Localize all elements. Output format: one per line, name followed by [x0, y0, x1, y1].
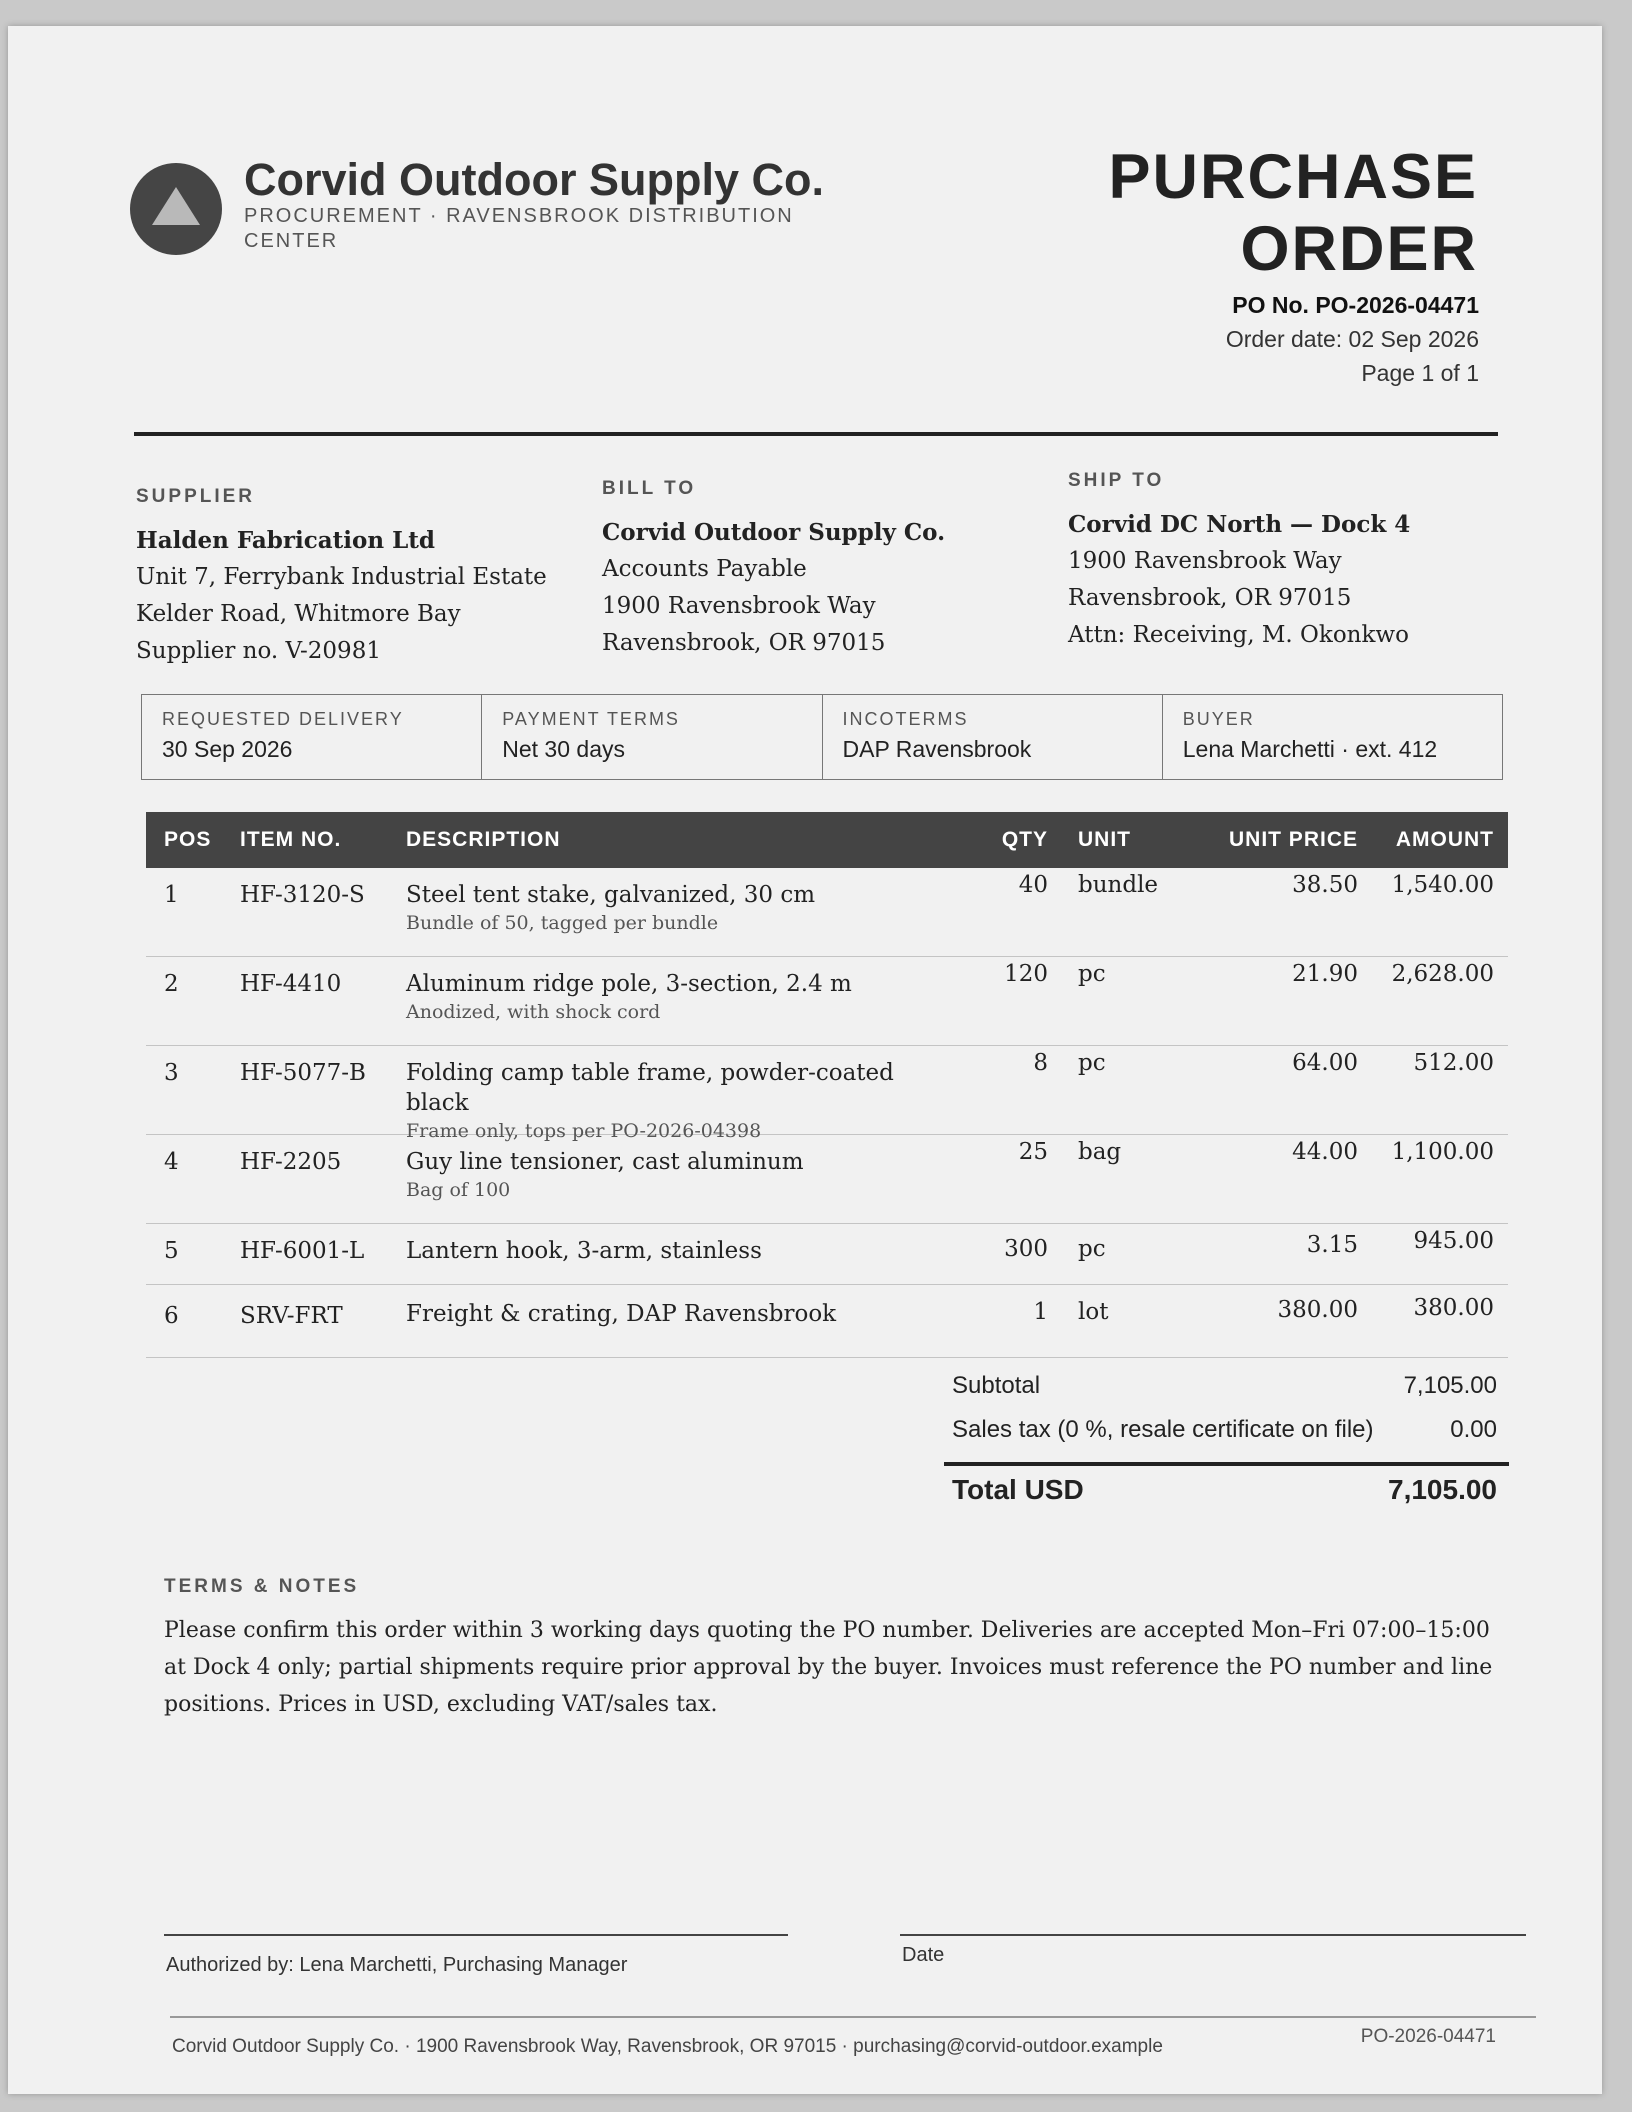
table-row: [146, 1224, 1508, 1285]
total-value: 7,105.00: [1388, 1474, 1497, 1505]
footer-po-number: PO-2026-04471: [1360, 2026, 1496, 2047]
row-pos: 5: [164, 1238, 179, 1264]
ship-to-attn: Attn: Receiving, M. Okonkwo: [1068, 622, 1409, 648]
company-logo: [130, 163, 222, 255]
purchase-order-page: [8, 26, 1602, 2094]
date-label: Date: [902, 1944, 945, 1966]
subtotal-row: [944, 1364, 1509, 1408]
tax-row: [944, 1408, 1509, 1452]
ship-to-street: 1900 Ravensbrook Way: [1068, 548, 1342, 574]
supplier-number: Supplier no. V-20981: [136, 638, 381, 664]
supplier-block: [136, 486, 566, 670]
row-item-no: HF-3120-S: [240, 882, 365, 908]
row-unit-price: 3.15: [1306, 1232, 1358, 1258]
row-qty: 8: [1033, 1050, 1048, 1076]
row-qty: 300: [1004, 1236, 1048, 1262]
info-value: Lena Marchetti · ext. 412: [1182, 736, 1438, 762]
row-amount: 1,100.00: [1391, 1139, 1494, 1165]
table-row: [146, 1285, 1508, 1358]
table-row: [146, 957, 1508, 1046]
row-item-no: HF-6001-L: [240, 1238, 365, 1264]
info-value: DAP Ravensbrook: [842, 736, 1032, 762]
row-qty: 40: [1018, 872, 1048, 898]
subtotal-label: Subtotal: [952, 1372, 1041, 1399]
row-description: [398, 1285, 958, 1329]
row-description: [398, 1135, 958, 1203]
order-info-row: [141, 694, 1503, 780]
total-label: Total USD: [952, 1474, 1084, 1505]
header-divider: [134, 432, 1498, 436]
row-description: [398, 868, 958, 936]
document-title-line2: ORDER: [1240, 214, 1478, 284]
row-item-no: HF-5077-B: [240, 1060, 366, 1086]
row-pos: 2: [164, 971, 179, 997]
bill-to-name: Corvid Outdoor Supply Co.: [602, 519, 946, 546]
supplier-label: SUPPLIER: [136, 486, 256, 507]
triangle-icon: [130, 163, 222, 255]
row-unit-price: 380.00: [1277, 1297, 1358, 1323]
bill-to-dept: Accounts Payable: [602, 556, 807, 582]
row-item-no: HF-2205: [240, 1149, 342, 1175]
info-label: REQUESTED DELIVERY: [162, 709, 404, 729]
row-description-main: Folding camp table frame, powder-coated black: [406, 1060, 894, 1116]
row-description-main: Guy line tensioner, cast aluminum: [406, 1149, 804, 1175]
signature-line: [164, 1934, 788, 1936]
row-description-sub: Bundle of 50, tagged per bundle: [406, 912, 719, 934]
row-amount: 1,540.00: [1391, 872, 1494, 898]
table-row: [146, 1135, 1508, 1224]
order-date: Order date: 02 Sep 2026: [1225, 326, 1479, 352]
row-qty: 1: [1033, 1299, 1048, 1325]
row-unit-price: 38.50: [1292, 872, 1358, 898]
totals-divider: [944, 1462, 1509, 1466]
supplier-address-2: Kelder Road, Whitmore Bay: [136, 601, 461, 627]
header-pos: POS: [164, 828, 212, 851]
info-label: INCOTERMS: [842, 709, 969, 729]
footer-address: Corvid Outdoor Supply Co. · 1900 Ravensbrook Way, Ravensbrook, OR 97015 · purchasing@corvid-outdoor.example: [172, 2036, 1163, 2057]
terms-notes: [164, 1576, 1494, 1723]
tax-label: Sales tax (0 %, resale certificate on file): [952, 1416, 1374, 1443]
info-incoterms: [823, 695, 1163, 779]
document-title-line1: PURCHASE: [1108, 142, 1478, 212]
page-number: Page 1 of 1: [1361, 360, 1479, 386]
row-pos: 1: [164, 882, 179, 908]
row-description-main: Freight & crating, DAP Ravensbrook: [406, 1301, 837, 1327]
po-number: PO No. PO-2026-04471: [1232, 292, 1479, 318]
row-item-no: SRV-FRT: [240, 1303, 343, 1329]
po-meta: [979, 288, 1479, 390]
notes-label: TERMS & NOTES: [164, 1576, 360, 1597]
row-amount: 380.00: [1413, 1295, 1494, 1321]
info-label: BUYER: [1182, 709, 1255, 729]
row-pos: 4: [164, 1149, 179, 1175]
row-unit: lot: [1078, 1299, 1109, 1325]
line-items-table: [146, 812, 1508, 1358]
table-header: [146, 812, 1508, 868]
row-description-main: Aluminum ridge pole, 3-section, 2.4 m: [406, 971, 852, 997]
row-description-sub: Bag of 100: [406, 1179, 511, 1201]
row-unit-price: 44.00: [1292, 1139, 1358, 1165]
row-unit: pc: [1078, 1050, 1106, 1076]
authorized-by: Authorized by: Lena Marchetti, Purchasing Manager: [166, 1954, 628, 1976]
bill-to-street: 1900 Ravensbrook Way: [602, 593, 876, 619]
row-description: [398, 1046, 958, 1144]
row-item-no: HF-4410: [240, 971, 342, 997]
row-qty: 120: [1004, 961, 1048, 987]
document-title: [978, 141, 1478, 285]
header-item: ITEM NO.: [240, 828, 342, 851]
totals-block: [944, 1364, 1509, 1506]
bill-to-block: [602, 478, 1032, 662]
date-line: [900, 1934, 1526, 1936]
info-requested-delivery: [142, 695, 482, 779]
bill-to-label: BILL TO: [602, 478, 697, 499]
info-value: Net 30 days: [502, 736, 625, 762]
row-unit: bag: [1078, 1139, 1122, 1165]
header-qty: QTY: [1001, 828, 1048, 851]
info-buyer: [1163, 695, 1502, 779]
row-amount: 512.00: [1413, 1050, 1494, 1076]
row-unit: bundle: [1078, 872, 1159, 898]
row-description-main: Steel tent stake, galvanized, 30 cm: [406, 882, 816, 908]
ship-to-label: SHIP TO: [1068, 470, 1165, 491]
row-unit-price: 21.90: [1292, 961, 1358, 987]
row-description-main: Lantern hook, 3-arm, stainless: [406, 1238, 762, 1264]
info-label: PAYMENT TERMS: [502, 709, 680, 729]
row-description: [398, 957, 958, 1025]
info-payment-terms: [482, 695, 822, 779]
table-row: [146, 868, 1508, 957]
row-unit-price: 64.00: [1292, 1050, 1358, 1076]
info-value: 30 Sep 2026: [162, 736, 293, 762]
company-subtitle: PROCUREMENT · RAVENSBROOK DISTRIBUTION CENTER: [244, 205, 794, 252]
row-unit: pc: [1078, 1236, 1106, 1262]
ship-to-name: Corvid DC North — Dock 4: [1068, 511, 1411, 538]
subtotal-value: 7,105.00: [1403, 1372, 1497, 1399]
supplier-address-1: Unit 7, Ferrybank Industrial Estate: [136, 564, 547, 590]
table-row: [146, 1046, 1508, 1142]
row-pos: 3: [164, 1060, 179, 1086]
header-unit: UNIT: [1078, 828, 1131, 851]
supplier-name: Halden Fabrication Ltd: [136, 527, 435, 554]
notes-text: Please confirm this order within 3 working days quoting the PO number. Deliveries are accepted Mon–Fri 07:00–15:00 at Dock 4 only; partial shipments require prior approval by the buyer. Invoices must reference the PO number and line positions. Prices in USD, excluding VAT/sales tax.: [164, 1618, 1493, 1717]
row-description-sub: Anodized, with shock cord: [406, 1001, 661, 1023]
row-amount: 945.00: [1413, 1228, 1494, 1254]
header-unit-price: UNIT PRICE: [1228, 828, 1358, 851]
tax-value: 0.00: [1450, 1416, 1497, 1443]
ship-to-block: [1068, 470, 1498, 654]
header-description: DESCRIPTION: [406, 828, 561, 851]
row-description: [398, 1224, 958, 1266]
row-pos: 6: [164, 1303, 179, 1329]
header-amount: AMOUNT: [1395, 828, 1494, 851]
row-description-sub: Frame only, tops per PO-2026-04398: [406, 1120, 762, 1142]
row-unit: pc: [1078, 961, 1106, 987]
total-row: [944, 1474, 1509, 1506]
ship-to-city: Ravensbrook, OR 97015: [1068, 585, 1352, 611]
bill-to-city: Ravensbrook, OR 97015: [602, 630, 886, 656]
footer-divider: [170, 2016, 1536, 2018]
row-amount: 2,628.00: [1391, 961, 1494, 987]
row-qty: 25: [1018, 1139, 1048, 1165]
company-name: Corvid Outdoor Supply Co.: [244, 154, 824, 205]
